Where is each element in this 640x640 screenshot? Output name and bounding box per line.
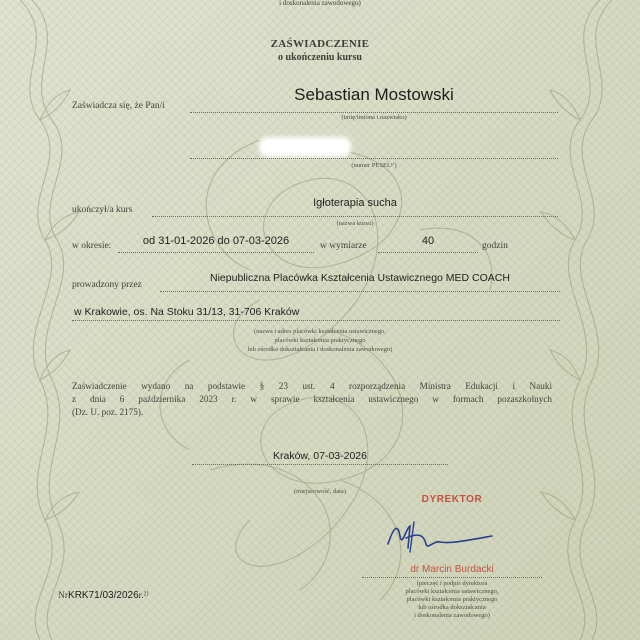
hours-label: w wymiarze xyxy=(320,241,367,251)
course-caption: (nazwa kursu) xyxy=(336,220,374,227)
course-label: ukończył/a kurs xyxy=(72,205,133,215)
signature-caption-5: i doskonalenia zawodowego) xyxy=(414,612,490,619)
person-name: Sebastian Mostowski xyxy=(294,85,454,104)
signature-caption-3: placówki kształcenia praktycznego xyxy=(406,596,498,603)
organizer-address: w Krakowie, os. Na Stoku 31/13, 31-706 Kraków xyxy=(74,306,300,318)
legal-line-2: z dnia 6 października 2023 r. w sprawie kształcenia ustawicznego w formach pozaszkolnych xyxy=(72,394,552,404)
period-line xyxy=(118,252,314,253)
name-caption: (imię/imiona i nazwisko) xyxy=(341,114,407,121)
hours-line xyxy=(378,252,478,253)
course-name: Igłoterapia sucha xyxy=(313,197,397,209)
document-title: ZAŚWIADCZENIE xyxy=(270,38,370,50)
document-subtitle: o ukończeniu kursu xyxy=(278,52,362,63)
place-date-line xyxy=(192,464,448,465)
legal-line-3: (Dz. U. poz. 2175). xyxy=(72,407,144,417)
legal-line-1: Zaświadczenie wydano na podstawie § 23 ust. 4 rozporządzenia Ministra Edukacji i Nauki xyxy=(72,381,552,391)
organizer-caption-1: (nazwa i adres placówki kształcenia ustawicznego, xyxy=(253,328,387,335)
signature-line xyxy=(362,577,542,578)
signature-caption-1: (pieczęć i podpis dyrektora xyxy=(416,580,488,587)
signature-caption-2: placówki kształcenia ustawicznego, xyxy=(405,588,499,595)
place-date-caption: (miejscowość, data) xyxy=(294,488,346,495)
signature-caption-4: lub ośrodka dokształcania xyxy=(418,604,486,611)
period-value: od 31-01-2026 do 07-03-2026 xyxy=(142,235,290,247)
organizer-line xyxy=(160,291,560,292)
pesel-caption: (numer PESEL¹⁾) xyxy=(351,162,397,169)
number-suffix: r.²⁾ xyxy=(138,591,149,601)
name-line xyxy=(190,112,558,113)
person-label: Zaświadcza się, że Pan/i xyxy=(72,101,165,111)
pesel-line xyxy=(190,158,558,159)
signature-icon xyxy=(380,514,500,558)
director-name: dr Marcin Burdacki xyxy=(410,564,494,575)
organizer-label: prowadzony przez xyxy=(72,280,142,290)
organizer-caption-2: placówki kształcenia praktycznego xyxy=(274,337,366,344)
stamp-title: DYREKTOR xyxy=(421,494,483,505)
number-prefix: Nr xyxy=(58,591,69,601)
period-label: w okresie: xyxy=(72,241,112,251)
certificate-number xyxy=(58,590,149,601)
number-value: KRK71/03/2026 xyxy=(68,590,139,601)
address-line xyxy=(72,320,560,321)
redacted-pesel xyxy=(262,140,348,154)
place-date-value: Kraków, 07-03-2026 xyxy=(273,450,367,462)
top-note: i doskonalenia zawodowego) xyxy=(279,0,361,7)
course-line xyxy=(152,216,558,217)
hours-value: 40 xyxy=(421,235,435,247)
hours-unit: godzin xyxy=(482,241,508,251)
organizer-caption-3: lub ośrodka dokształcania i doskonalenia zawodowego) xyxy=(247,346,393,353)
organizer-name: Niepubliczna Placówka Kształcenia Ustawicznego MED COACH xyxy=(210,272,510,284)
